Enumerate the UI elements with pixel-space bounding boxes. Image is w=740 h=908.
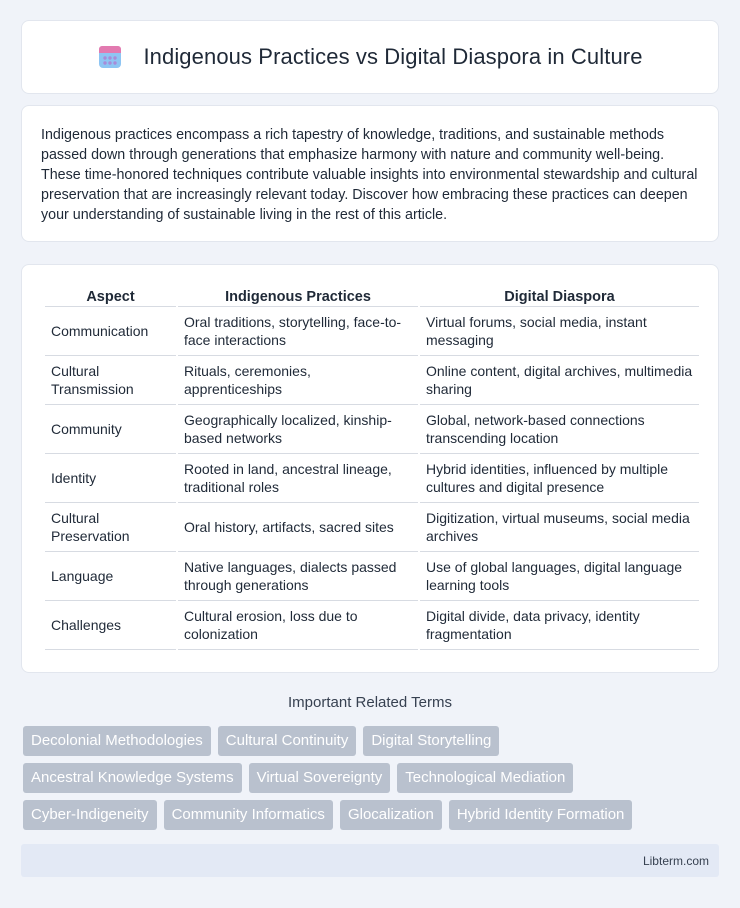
table-row [45,552,699,601]
tag-glocalization[interactable]: Glocalization [340,800,442,830]
cell-aspect: Challenges [45,601,176,650]
cell-digital: Global, network-based connections transcending location [420,405,699,454]
footer [21,844,719,877]
cell-indigenous: Oral traditions, storytelling, face-to-face interactions [178,307,418,356]
intro-paragraph: Indigenous practices encompass a rich tapestry of knowledge, traditions, and sustainable methods passed down through generations that emphasize harmony with nature and community well-being. These time-honored techniques contribute valuable insights into environmental stewardship and cultural preservation that are increasingly relevant today. Discover how embracing these practices can deepen your understanding of sustainable living in the rest of this article. [41,127,698,223]
table-row [45,356,699,405]
cell-indigenous: Rituals, ceremonies, apprenticeships [178,356,418,405]
table-header-row [45,285,699,307]
comparison-table [43,285,701,650]
related-terms-list [23,726,723,837]
cell-digital: Digital divide, data privacy, identity fragmentation [420,601,699,650]
cell-aspect: Identity [45,454,176,503]
cell-aspect: Community [45,405,176,454]
cell-digital: Use of global languages, digital language learning tools [420,552,699,601]
tag-row [23,800,723,830]
tag-cultural-continuity[interactable]: Cultural Continuity [218,726,357,756]
tag-digital-storytelling[interactable]: Digital Storytelling [363,726,499,756]
cell-digital: Hybrid identities, influenced by multiple cultures and digital presence [420,454,699,503]
table-row [45,454,699,503]
tag-cyber-indigeneity[interactable]: Cyber-Indigeneity [23,800,157,830]
tag-row [23,763,723,793]
tag-ancestral-knowledge-systems[interactable]: Ancestral Knowledge Systems [23,763,242,793]
tag-community-informatics[interactable]: Community Informatics [164,800,333,830]
cell-indigenous: Native languages, dialects passed through generations [178,552,418,601]
tag-row [23,726,723,756]
tag-decolonial-methodologies[interactable]: Decolonial Methodologies [23,726,211,756]
table-row [45,307,699,356]
header-aspect: Aspect [45,285,176,307]
header-inner [97,44,642,70]
table-row [45,405,699,454]
cell-aspect: Cultural Transmission [45,356,176,405]
intro-card [21,105,719,242]
document-icon [97,44,123,70]
cell-indigenous: Cultural erosion, loss due to colonization [178,601,418,650]
cell-indigenous: Oral history, artifacts, sacred sites [178,503,418,552]
table-row [45,601,699,650]
tag-hybrid-identity-formation[interactable]: Hybrid Identity Formation [449,800,633,830]
cell-digital: Virtual forums, social media, instant messaging [420,307,699,356]
footer-link[interactable]: Libterm.com [642,853,709,868]
header-card [21,20,719,94]
page-title: Indigenous Practices vs Digital Diaspora in Culture [143,44,643,69]
cell-aspect: Communication [45,307,176,356]
tag-technological-mediation[interactable]: Technological Mediation [397,763,573,793]
cell-aspect: Language [45,552,176,601]
header-indigenous: Indigenous Practices [178,285,418,307]
cell-digital: Online content, digital archives, multimedia sharing [420,356,699,405]
table-row [45,503,699,552]
cell-indigenous: Rooted in land, ancestral lineage, traditional roles [178,454,418,503]
related-terms-title: Important Related Terms [288,694,452,711]
comparison-card [21,264,719,673]
cell-digital: Digitization, virtual museums, social media archives [420,503,699,552]
cell-indigenous: Geographically localized, kinship-based networks [178,405,418,454]
cell-aspect: Cultural Preservation [45,503,176,552]
header-digital: Digital Diaspora [420,285,699,307]
tag-virtual-sovereignty[interactable]: Virtual Sovereignty [249,763,391,793]
